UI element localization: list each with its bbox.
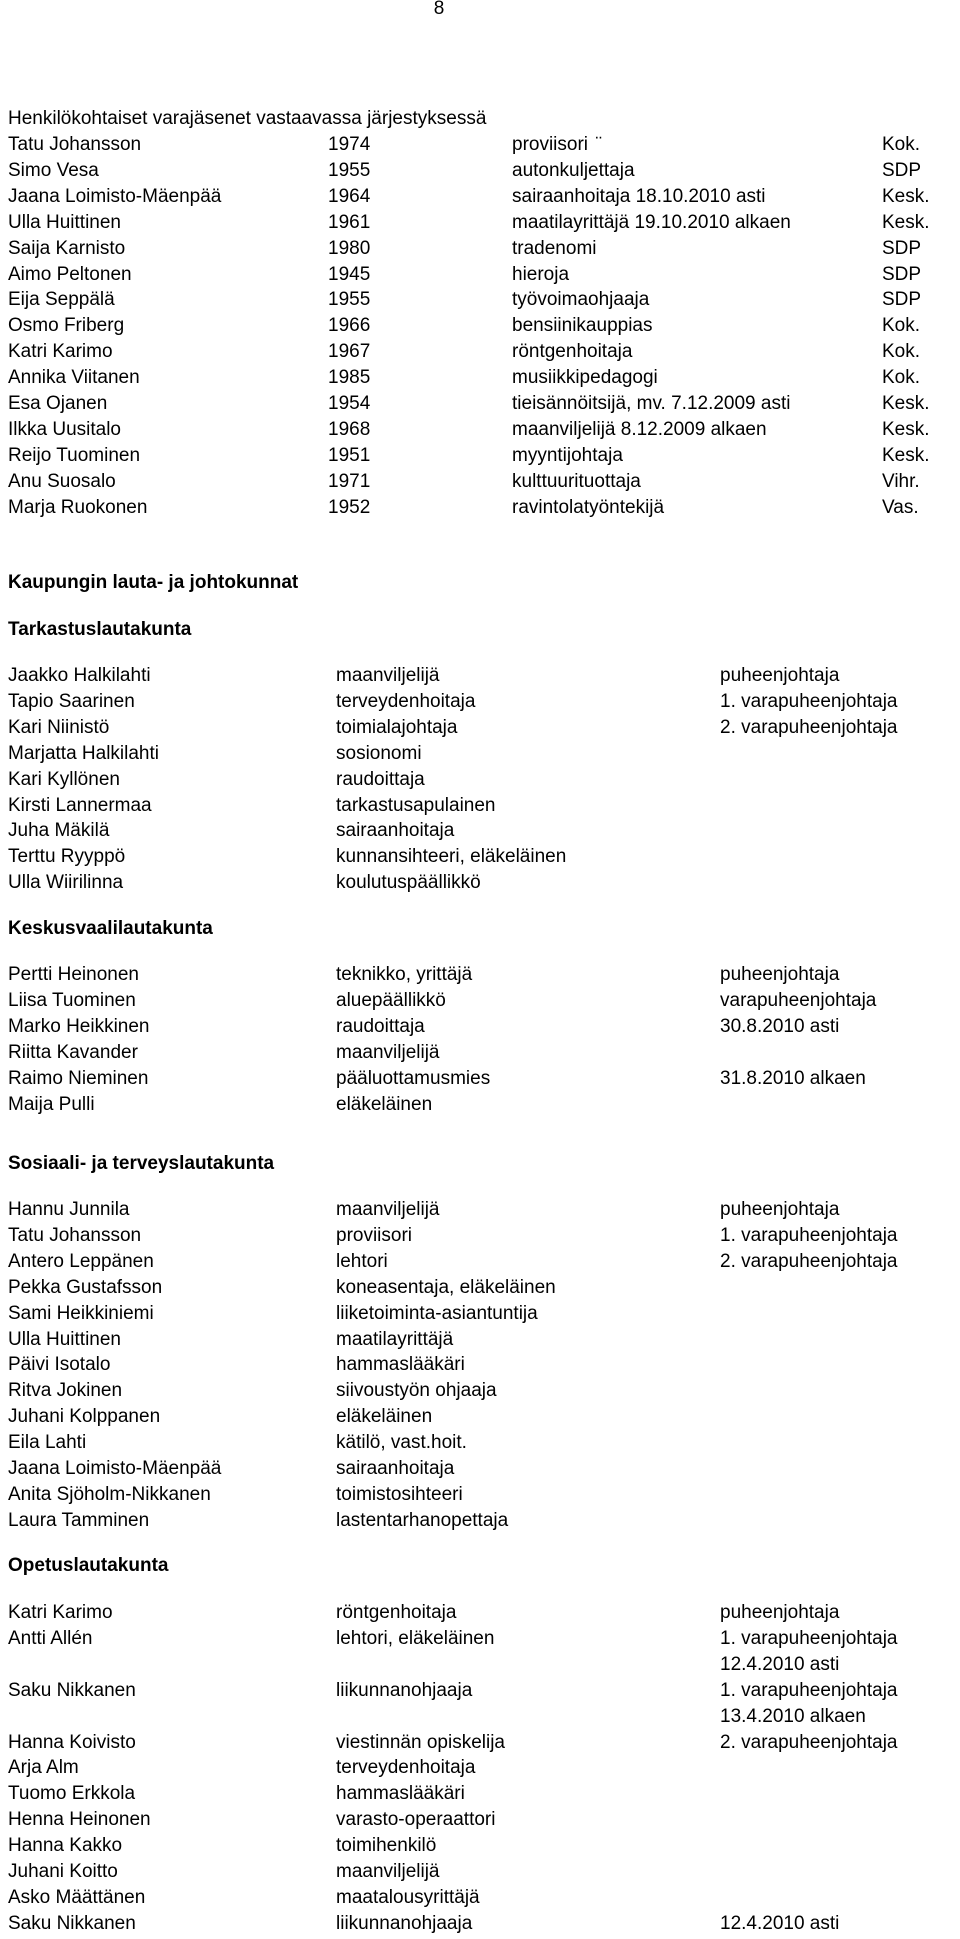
occupation: lehtori bbox=[336, 1250, 388, 1272]
occupation: varasto-operaattori bbox=[336, 1809, 496, 1831]
member-name: Juha Mäkilä bbox=[8, 820, 110, 842]
board-title: Sosiaali- ja terveyslautakunta bbox=[8, 1153, 275, 1174]
occupation: terveydenhoitaja bbox=[336, 1757, 476, 1779]
occupation: tradenomi bbox=[512, 237, 597, 259]
party: Kok. bbox=[882, 134, 921, 155]
occupation: proviisori ̈ bbox=[512, 134, 599, 155]
birth-year: 1951 bbox=[328, 444, 371, 466]
member-name: Tapio Saarinen bbox=[8, 690, 135, 712]
member-name: Arja Alm bbox=[8, 1757, 79, 1779]
role: puheenjohtaja bbox=[720, 1602, 840, 1623]
role: puheenjohtaja bbox=[720, 1199, 840, 1220]
role: 31.8.2010 alkaen bbox=[720, 1067, 866, 1089]
member-name: Asko Määttänen bbox=[8, 1886, 146, 1908]
occupation: koulutuspäällikkö bbox=[336, 872, 481, 894]
occupation: kunnansihteeri, eläkeläinen bbox=[336, 846, 567, 868]
occupation: toimistosihteeri bbox=[336, 1483, 463, 1505]
birth-year: 1980 bbox=[328, 237, 371, 259]
birth-year: 1985 bbox=[328, 367, 371, 389]
occupation: pääluottamusmies bbox=[336, 1067, 491, 1089]
role: 2. varapuheenjohtaja bbox=[720, 1731, 898, 1753]
member-name: Antti Allén bbox=[8, 1627, 93, 1649]
occupation: siivoustyön ohjaaja bbox=[336, 1380, 497, 1402]
member-name: Maija Pulli bbox=[8, 1093, 95, 1115]
member-name: Hannu Junnila bbox=[8, 1199, 130, 1220]
party: Kesk. bbox=[882, 211, 930, 233]
occupation: kulttuurituottaja bbox=[512, 470, 641, 492]
occupation: raudoittaja bbox=[336, 768, 425, 790]
occupation: röntgenhoitaja bbox=[336, 1602, 457, 1623]
role: 12.4.2010 asti bbox=[720, 1653, 840, 1675]
role: 30.8.2010 asti bbox=[720, 1015, 840, 1037]
birth-year: 1967 bbox=[328, 341, 371, 363]
birth-year: 1966 bbox=[328, 315, 371, 337]
occupation: liikunnanohjaaja bbox=[336, 1679, 473, 1701]
member-name: Aimo Peltonen bbox=[8, 263, 132, 285]
member-name: Kirsti Lannermaa bbox=[8, 794, 152, 816]
member-name: Terttu Ryyppö bbox=[8, 846, 126, 868]
member-name: Hanna Koivisto bbox=[8, 1731, 136, 1753]
role: puheenjohtaja bbox=[720, 964, 840, 985]
party: Kesk. bbox=[882, 418, 930, 440]
member-name: Esa Ojanen bbox=[8, 393, 108, 414]
member-name: Ulla Huittinen bbox=[8, 211, 121, 233]
occupation: viestinnän opiskelija bbox=[336, 1731, 505, 1753]
role: 1. varapuheenjohtaja bbox=[720, 1627, 898, 1649]
deputy-list-title: Henkilökohtaiset varajäsenet vastaavassa järjestyksessä bbox=[8, 108, 487, 129]
occupation: myyntijohtaja bbox=[512, 444, 623, 466]
party: SDP bbox=[882, 289, 922, 311]
member-name: Saku Nikkanen bbox=[8, 1679, 136, 1701]
role: 1. varapuheenjohtaja bbox=[720, 1679, 898, 1701]
occupation: liikunnanohjaaja bbox=[336, 1912, 473, 1934]
occupation: hammaslääkäri bbox=[336, 1354, 465, 1376]
member-name: Reijo Tuominen bbox=[8, 444, 141, 466]
role: puheenjohtaja bbox=[720, 665, 840, 686]
member-name: Päivi Isotalo bbox=[8, 1354, 111, 1376]
occupation: työvoimaohjaaja bbox=[512, 289, 650, 311]
occupation: lehtori, eläkeläinen bbox=[336, 1627, 495, 1649]
birth-year: 1955 bbox=[328, 289, 371, 311]
party: Kok. bbox=[882, 367, 921, 389]
party: SDP bbox=[882, 159, 922, 181]
member-name: Liisa Tuominen bbox=[8, 989, 136, 1011]
member-name: Kari Kyllönen bbox=[8, 768, 120, 790]
member-name: Ulla Wiirilinna bbox=[8, 872, 124, 894]
occupation: maanviljelijä bbox=[336, 1861, 440, 1882]
occupation: hammaslääkäri bbox=[336, 1783, 465, 1805]
occupation: teknikko, yrittäjä bbox=[336, 964, 473, 985]
occupation: maatalousyrittäjä bbox=[336, 1886, 480, 1908]
member-name: Jaana Loimisto-Mäenpää bbox=[8, 1458, 222, 1479]
occupation: musiikkipedagogi bbox=[512, 367, 658, 389]
member-name: Pertti Heinonen bbox=[8, 964, 139, 985]
occupation: hieroja bbox=[512, 263, 570, 285]
occupation: proviisori bbox=[336, 1224, 413, 1246]
party: SDP bbox=[882, 263, 922, 285]
occupation: liiketoiminta-asiantuntija bbox=[336, 1302, 538, 1324]
party: Vas. bbox=[882, 496, 919, 518]
role: 13.4.2010 alkaen bbox=[720, 1705, 866, 1727]
role: 12.4.2010 asti bbox=[720, 1912, 840, 1934]
section-title: Kaupungin lauta- ja johtokunnat bbox=[8, 572, 299, 593]
occupation: lastentarhanopettaja bbox=[336, 1509, 509, 1531]
member-name: Tuomo Erkkola bbox=[8, 1783, 136, 1805]
occupation: sairaanhoitaja 18.10.2010 asti bbox=[512, 185, 766, 207]
birth-year: 1968 bbox=[328, 418, 371, 440]
birth-year: 1955 bbox=[328, 159, 371, 181]
member-name: Marja Ruokonen bbox=[8, 496, 148, 518]
member-name: Henna Heinonen bbox=[8, 1809, 151, 1831]
member-name: Pekka Gustafsson bbox=[8, 1276, 163, 1298]
member-name: Antero Leppänen bbox=[8, 1250, 154, 1272]
member-name: Simo Vesa bbox=[8, 159, 99, 181]
birth-year: 1964 bbox=[328, 185, 371, 207]
role: 1. varapuheenjohtaja bbox=[720, 690, 898, 712]
member-name: Jaakko Halkilahti bbox=[8, 665, 151, 686]
member-name: Katri Karimo bbox=[8, 1602, 113, 1623]
birth-year: 1971 bbox=[328, 470, 371, 492]
party: Kesk. bbox=[882, 393, 930, 414]
party: Kesk. bbox=[882, 444, 930, 466]
member-name: Tatu Johansson bbox=[8, 1224, 142, 1246]
member-name: Eija Seppälä bbox=[8, 289, 115, 311]
member-name: Riitta Kavander bbox=[8, 1041, 138, 1063]
member-name: Ritva Jokinen bbox=[8, 1380, 123, 1402]
occupation: terveydenhoitaja bbox=[336, 690, 476, 712]
party: Kok. bbox=[882, 315, 921, 337]
member-name: Eila Lahti bbox=[8, 1432, 87, 1454]
birth-year: 1945 bbox=[328, 263, 371, 285]
occupation: koneasentaja, eläkeläinen bbox=[336, 1276, 556, 1298]
role: 2. varapuheenjohtaja bbox=[720, 1250, 898, 1272]
role: 1. varapuheenjohtaja bbox=[720, 1224, 898, 1246]
occupation: bensiinikauppias bbox=[512, 315, 653, 337]
member-name: Raimo Nieminen bbox=[8, 1067, 149, 1089]
member-name: Saija Karnisto bbox=[8, 237, 126, 259]
occupation: raudoittaja bbox=[336, 1015, 425, 1037]
member-name: Marjatta Halkilahti bbox=[8, 742, 159, 764]
occupation: maatilayrittäjä 19.10.2010 alkaen bbox=[512, 211, 791, 233]
occupation: toimialajohtaja bbox=[336, 716, 458, 738]
occupation: maanviljelijä bbox=[336, 1199, 440, 1220]
occupation: maatilayrittäjä bbox=[336, 1328, 454, 1350]
member-name: Juhani Kolppanen bbox=[8, 1406, 161, 1428]
member-name: Juhani Koitto bbox=[8, 1861, 118, 1882]
board-title: Opetuslautakunta bbox=[8, 1555, 169, 1576]
occupation: sosionomi bbox=[336, 742, 422, 764]
occupation: kätilö, vast.hoit. bbox=[336, 1432, 467, 1454]
member-name: Ulla Huittinen bbox=[8, 1328, 121, 1350]
role: varapuheenjohtaja bbox=[720, 989, 877, 1011]
member-name: Anu Suosalo bbox=[8, 470, 116, 492]
occupation: tarkastusapulainen bbox=[336, 794, 496, 816]
occupation: maanviljelijä bbox=[336, 665, 440, 686]
party: Kok. bbox=[882, 341, 921, 363]
birth-year: 1952 bbox=[328, 496, 371, 518]
occupation: röntgenhoitaja bbox=[512, 341, 633, 363]
member-name: Osmo Friberg bbox=[8, 315, 125, 337]
occupation: eläkeläinen bbox=[336, 1406, 433, 1428]
birth-year: 1954 bbox=[328, 393, 371, 414]
board-title: Keskusvaalilautakunta bbox=[8, 918, 213, 939]
party: SDP bbox=[882, 237, 922, 259]
occupation: tieisännöitsijä, mv. 7.12.2009 asti bbox=[512, 393, 791, 414]
member-name: Laura Tamminen bbox=[8, 1509, 150, 1531]
party: Kesk. bbox=[882, 185, 930, 207]
occupation: ravintolatyöntekijä bbox=[512, 496, 665, 518]
member-name: Saku Nikkanen bbox=[8, 1912, 136, 1934]
birth-year: 1974 bbox=[328, 134, 371, 155]
member-name: Katri Karimo bbox=[8, 341, 113, 363]
occupation: maanviljelijä 8.12.2009 alkaen bbox=[512, 418, 767, 440]
occupation: toimihenkilö bbox=[336, 1835, 437, 1857]
board-title: Tarkastuslautakunta bbox=[8, 619, 192, 640]
occupation: maanviljelijä bbox=[336, 1041, 440, 1063]
occupation: eläkeläinen bbox=[336, 1093, 433, 1115]
member-name: Ilkka Uusitalo bbox=[8, 418, 121, 440]
member-name: Tatu Johansson bbox=[8, 134, 142, 155]
member-name: Hanna Kakko bbox=[8, 1835, 123, 1857]
occupation: autonkuljettaja bbox=[512, 159, 635, 181]
member-name: Marko Heikkinen bbox=[8, 1015, 150, 1037]
occupation: sairaanhoitaja bbox=[336, 1458, 455, 1479]
member-name: Jaana Loimisto-Mäenpää bbox=[8, 185, 222, 207]
occupation: aluepäällikkö bbox=[336, 989, 446, 1011]
page-number: 8 bbox=[433, 0, 445, 19]
member-name: Anita Sjöholm-Nikkanen bbox=[8, 1483, 211, 1505]
member-name: Kari Niinistö bbox=[8, 716, 110, 738]
birth-year: 1961 bbox=[328, 211, 371, 233]
role: 2. varapuheenjohtaja bbox=[720, 716, 898, 738]
member-name: Annika Viitanen bbox=[8, 367, 140, 389]
party: Vihr. bbox=[882, 470, 920, 492]
occupation: sairaanhoitaja bbox=[336, 820, 455, 842]
member-name: Sami Heikkiniemi bbox=[8, 1302, 154, 1324]
